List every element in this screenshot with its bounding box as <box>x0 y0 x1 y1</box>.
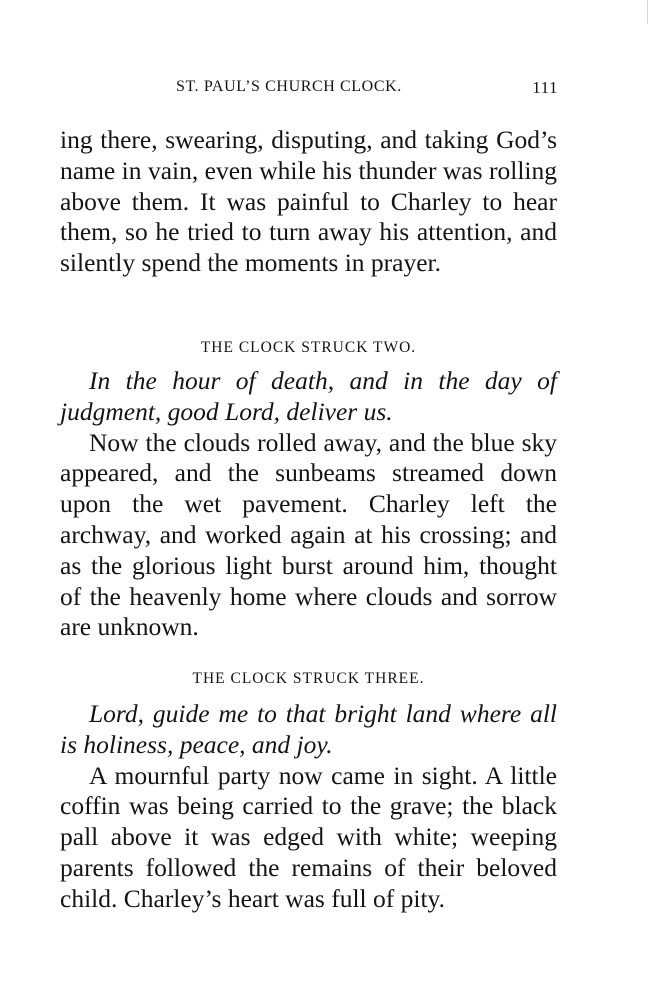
prayer-three: Lord, guide me to that bright land where all is holiness, peace, and joy. <box>60 699 557 759</box>
section-heading-three: THE CLOCK STRUCK THREE. <box>192 670 425 687</box>
prayer-three-block <box>60 699 557 915</box>
running-head <box>88 78 558 102</box>
paragraph-2: Now the clouds rolled away, and the blue sky appeared, and the sunbeams streamed down upon the wet pavement. Charley left the archway, and worked again at his crossing; and as the glorious light burst around him, thought of the heavenly home where clouds and sorrow are unknown. <box>60 427 557 642</box>
margin-mark <box>633 0 648 24</box>
prayer-two: In the hour of death, and in the day of judgment, good Lord, deliver us. <box>60 366 557 426</box>
prayer-two-block <box>60 366 557 643</box>
running-title: ST. PAUL’S CHURCH CLOCK. <box>176 78 402 95</box>
paragraph-1-block <box>60 125 557 279</box>
page-number: 111 <box>532 78 558 97</box>
section-heading-two: THE CLOCK STRUCK TWO. <box>200 339 417 356</box>
paragraph-1: ing there, swearing, disputing, and taking God’s name in vain, even while his thunder was rolling above them. It was painful to Charley to hear them, so he tried to turn away his attention, and silently spend the moments in prayer. <box>60 125 557 278</box>
paragraph-3: A mournful party now came in sight. A little coffin was being carried to the grave; the black pall above it was edged with white; weeping parents followed the remains of their beloved child. Charley’s heart was full of pity. <box>60 760 557 913</box>
